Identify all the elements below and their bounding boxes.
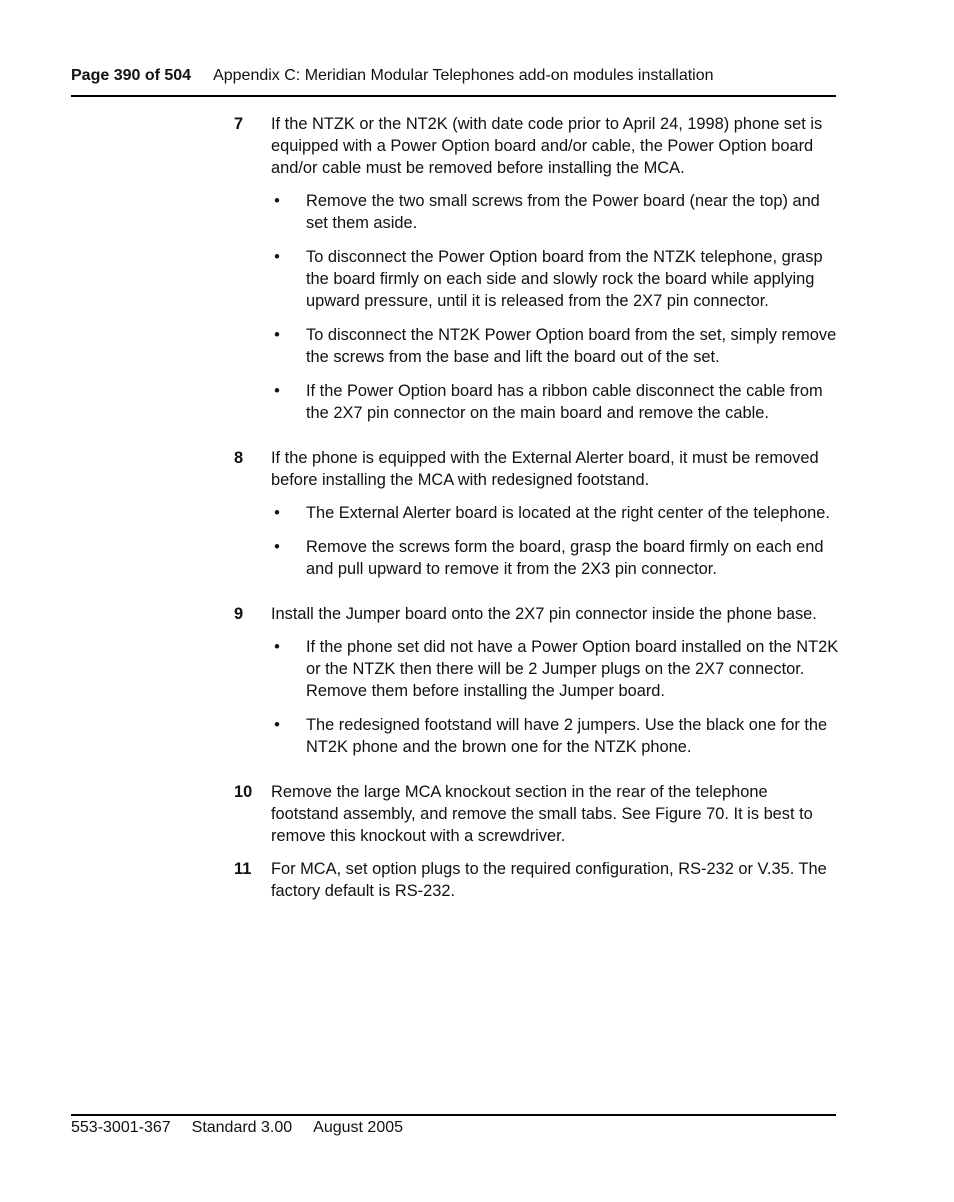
bullet-text: If the phone set did not have a Power Option board installed on the NT2K or the NTZK then there will be 2 Jumper plugs on the 2X7 connector. Remove them before installing the Jumper board. [306, 638, 839, 700]
bullet-text: To disconnect the NT2K Power Option board from the set, simply remove the screws from the base and lift the board out of the set. [306, 326, 837, 366]
step-number: 9 [234, 605, 244, 623]
page-header [71, 66, 835, 86]
page-number: Page 390 of 504 [71, 67, 192, 84]
step-number: 10 [234, 783, 253, 801]
bullet-list [271, 636, 839, 758]
bullet-text: If the Power Option board has a ribbon cable disconnect the cable from the 2X7 pin connector on the main board and remove the cable. [306, 382, 823, 422]
step-11 [234, 858, 839, 902]
list-item [274, 714, 839, 758]
step-text: Remove the large MCA knockout section in the rear of the telephone footstand assembly, and remove the small tabs. See Figure 70. It is best to remove this knockout with a screwdriver. [271, 783, 813, 845]
step-10 [234, 781, 839, 847]
bullet-text: Remove the screws form the board, grasp the board firmly on each end and pull upward to remove it from the 2X3 pin connector. [306, 538, 824, 578]
publish-date: August 2005 [313, 1119, 404, 1136]
header-rule [71, 95, 836, 97]
step-number: 11 [234, 860, 252, 878]
list-item [274, 536, 839, 580]
list-item [274, 380, 839, 424]
bullet-icon: • [274, 716, 280, 734]
standard-version: Standard 3.00 [191, 1119, 293, 1136]
step-8 [234, 447, 839, 580]
bullet-icon: • [274, 192, 280, 210]
chapter-title: Appendix C: Meridian Modular Telephones add-on modules installation [213, 67, 714, 84]
list-item [274, 502, 839, 524]
bullet-icon: • [274, 638, 280, 656]
step-text: If the NTZK or the NT2K (with date code prior to April 24, 1998) phone set is equipped with a Power Option board and/or cable, the Power Option board and/or cable must be removed before installing the MCA. [271, 115, 823, 177]
step-number: 8 [234, 449, 244, 467]
doc-number: 553-3001-367 [71, 1119, 171, 1136]
bullet-icon: • [274, 504, 280, 522]
bullet-text: Remove the two small screws from the Power board (near the top) and set them aside. [306, 192, 820, 232]
step-text: For MCA, set option plugs to the required configuration, RS-232 or V.35. The factory default is RS-232. [271, 860, 827, 900]
bullet-text: To disconnect the Power Option board from the NTZK telephone, grasp the board firmly on each side and slowly rock the board while applying upward pressure, until it is released from the 2X7 pin connector. [306, 248, 823, 310]
step-9 [234, 603, 839, 758]
bullet-icon: • [274, 248, 280, 266]
bullet-list [271, 190, 839, 424]
footer-rule [71, 1114, 836, 1116]
bullet-icon: • [274, 538, 280, 556]
list-item [274, 246, 839, 312]
page-footer [71, 1118, 403, 1138]
bullet-list [271, 502, 839, 580]
step-text: Install the Jumper board onto the 2X7 pin connector inside the phone base. [271, 605, 817, 623]
bullet-icon: • [274, 326, 280, 344]
step-7 [234, 113, 839, 424]
bullet-text: The redesigned footstand will have 2 jumpers. Use the black one for the NT2K phone and the brown one for the NTZK phone. [306, 716, 828, 756]
bullet-icon: • [274, 382, 280, 400]
list-item [274, 190, 839, 234]
procedure-steps [234, 113, 839, 902]
bullet-text: The External Alerter board is located at the right center of the telephone. [306, 504, 830, 522]
step-number: 7 [234, 115, 244, 133]
list-item [274, 324, 839, 368]
list-item [274, 636, 839, 702]
step-text: If the phone is equipped with the External Alerter board, it must be removed before installing the MCA with redesigned footstand. [271, 449, 819, 489]
